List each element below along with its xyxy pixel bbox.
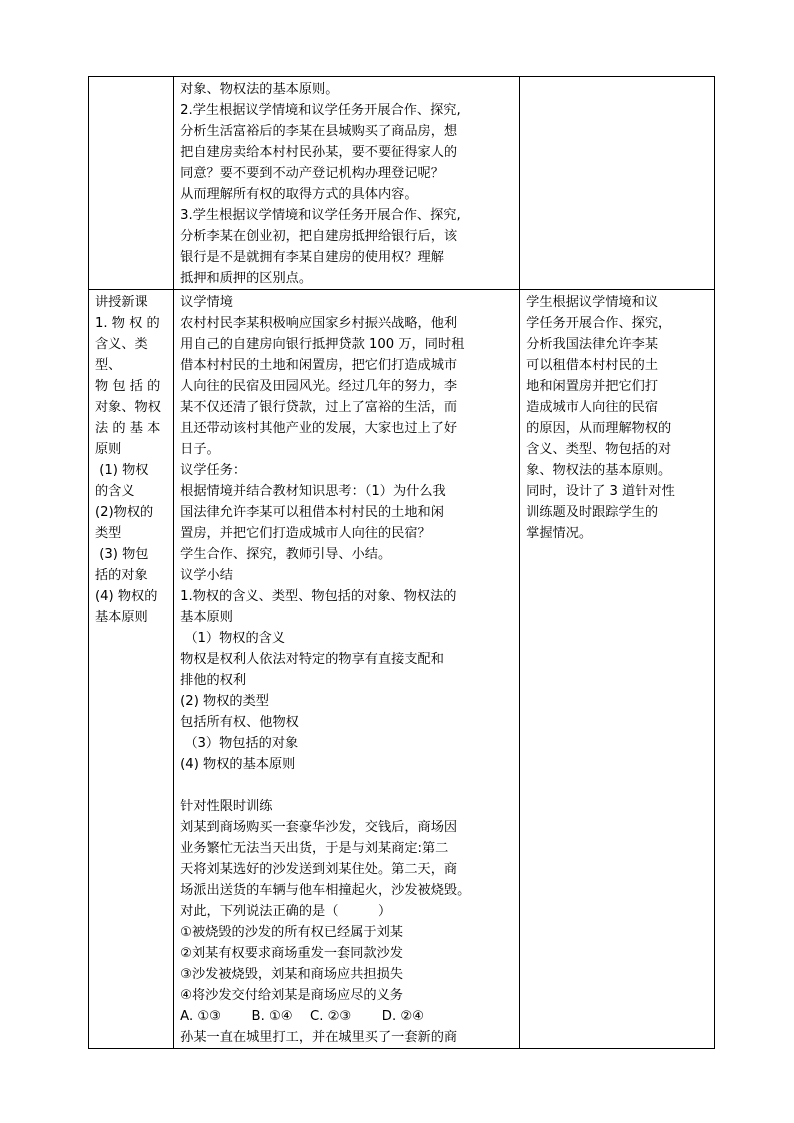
text-line: (2)物权的 bbox=[95, 505, 154, 520]
cell-activity bbox=[174, 290, 520, 1049]
text-line: (3) 物包 bbox=[95, 547, 149, 562]
text-line: 对象、物权 bbox=[95, 400, 161, 415]
text-line: 地和闲置房并把它们打 bbox=[526, 379, 659, 394]
text-line: 含义、类型、 bbox=[95, 337, 148, 373]
text-line: 把自建房卖给本村村民孙某，要不要征得家人的 bbox=[180, 145, 458, 160]
text-line: 刘某到商场购买一套豪华沙发，交钱后，商场因 bbox=[180, 820, 458, 835]
text-line: 3.学生根据议学情境和议学任务开展合作、探究, bbox=[180, 208, 461, 223]
text-line: 针对性限时训练 bbox=[180, 799, 273, 814]
text-line: 包括所有权、他物权 bbox=[180, 715, 299, 730]
text-line: 基本原则 bbox=[180, 610, 233, 625]
text-line: 抵押和质押的区别点。 bbox=[180, 271, 313, 286]
text-line: 对此，下列说法正确的是（ ） bbox=[180, 904, 392, 919]
text-line: 的原因，从而理解物权的 bbox=[526, 421, 672, 436]
cell-stage bbox=[89, 77, 174, 290]
text-line: 掌握情况。 bbox=[526, 526, 593, 541]
table-row bbox=[89, 77, 715, 290]
text-line: 日子。 bbox=[180, 442, 220, 457]
text-line: 学任务开展合作、探究， bbox=[526, 316, 672, 331]
text-line: 国法律允许李某可以租借本村村民的土地和闲 bbox=[180, 505, 444, 520]
text-line: A. ①③ B. ①④ C. ②③ D. ②④ bbox=[180, 1009, 424, 1024]
text-line: 置房，并把它们打造成城市人向往的民宿？ bbox=[180, 526, 431, 541]
text-line: 议学任务： bbox=[180, 463, 247, 478]
text-line: 银行是不是就拥有李某自建房的使用权？理解 bbox=[180, 250, 444, 265]
text-line: ②刘某有权要求商场重发一套同款沙发 bbox=[180, 946, 403, 961]
text-line: (1) 物权 bbox=[95, 463, 149, 478]
text-line: 分析李某在创业初，把自建房抵押给银行后，该 bbox=[180, 229, 458, 244]
text-line: 原则 bbox=[95, 442, 122, 457]
text-line: 用自己的自建房向银行抵押贷款 100 万，同时租 bbox=[180, 337, 465, 352]
text-line: 借本村村民的土地和闲置房，把它们打造成城市 bbox=[180, 358, 458, 373]
lesson-plan-table bbox=[88, 76, 715, 1049]
cell-activity bbox=[174, 77, 520, 290]
text-line: 讲授新课 bbox=[95, 295, 148, 310]
text-line: 且还带动该村其他产业的发展，大家也过上了好 bbox=[180, 421, 458, 436]
text-line: 人向往的民宿及田园风光。经过几年的努力，李 bbox=[180, 379, 458, 394]
text-line: 训练题及时跟踪学生的 bbox=[526, 505, 659, 520]
text-line: 排他的权利 bbox=[180, 673, 247, 688]
text-line: 同时，设计了 3 道针对性 bbox=[526, 484, 675, 499]
cell-design-intent bbox=[520, 77, 715, 290]
text-line: 的含义 bbox=[95, 484, 135, 499]
text-line: 分析我国法律允许李某 bbox=[526, 337, 659, 352]
text-line: ③沙发被烧毁，刘某和商场应共担损失 bbox=[180, 967, 403, 982]
text-line: (4) 物权的基本原则 bbox=[180, 757, 296, 772]
text-line: 1. 物 权 的 bbox=[95, 316, 160, 331]
text-line: 某不仅还清了银行贷款，过上了富裕的生活，而 bbox=[180, 400, 458, 415]
text-line: 根据情境并结合教材知识思考：（1）为什么我 bbox=[180, 484, 446, 499]
text-line: 场派出送货的车辆与他车相撞起火，沙发被烧毁。 bbox=[180, 883, 471, 898]
text-line: 基本原则 bbox=[95, 610, 148, 625]
text-line: 学生根据议学情境和议 bbox=[526, 295, 659, 310]
text-line: 议学小结 bbox=[180, 568, 233, 583]
text-line: ①被烧毁的沙发的所有权已经属于刘某 bbox=[180, 925, 403, 940]
text-line: 学生合作、探究，教师引导、小结。 bbox=[180, 547, 392, 562]
table-row bbox=[89, 290, 715, 1049]
text-line: 议学情境 bbox=[180, 295, 233, 310]
text-line: 造成城市人向往的民宿 bbox=[526, 400, 659, 415]
text-line: 从而理解所有权的取得方式的具体内容。 bbox=[180, 187, 418, 202]
text-line: 物 包 括 的 bbox=[95, 379, 161, 394]
cell-design-intent bbox=[520, 290, 715, 1049]
text-line: （1）物权的含义 bbox=[180, 631, 286, 646]
text-line bbox=[180, 775, 513, 796]
text-line: （3）物包括的对象 bbox=[180, 736, 299, 751]
text-line: 农村村民李某积极响应国家乡村振兴战略，他利 bbox=[180, 316, 458, 331]
text-line: 孙某一直在城里打工，并在城里买了一套新的商 bbox=[180, 1030, 458, 1045]
text-line: 2.学生根据议学情境和议学任务开展合作、探究, bbox=[180, 103, 461, 118]
text-line: 法 的 基 本 bbox=[95, 421, 161, 436]
text-line: (4) 物权的 bbox=[95, 589, 158, 604]
text-line: 天将刘某选好的沙发送到刘某住处。第二天，商 bbox=[180, 862, 458, 877]
text-line: 可以租借本村村民的土 bbox=[526, 358, 659, 373]
text-line: 业务繁忙无法当天出货，于是与刘某商定:第二 bbox=[180, 841, 449, 856]
text-line: 分析生活富裕后的李某在县城购买了商品房，想 bbox=[180, 124, 458, 139]
text-line: 类型 bbox=[95, 526, 122, 541]
text-line: ④将沙发交付给刘某是商场应尽的义务 bbox=[180, 988, 403, 1003]
text-line: 1.物权的含义、类型、物包括的对象、物权法的 bbox=[180, 589, 457, 604]
cell-stage bbox=[89, 290, 174, 1049]
text-line: 象、物权法的基本原则。 bbox=[526, 463, 672, 478]
text-line: 物权是权利人依法对特定的物享有直接支配和 bbox=[180, 652, 444, 667]
text-line: 同意？要不要到不动产登记机构办理登记呢？ bbox=[180, 166, 444, 181]
text-line: 含义、类型、物包括的对 bbox=[526, 442, 672, 457]
text-line: 括的对象 bbox=[95, 568, 148, 583]
text-line: 对象、物权法的基本原则。 bbox=[180, 82, 339, 97]
text-line: (2) 物权的类型 bbox=[180, 694, 269, 709]
